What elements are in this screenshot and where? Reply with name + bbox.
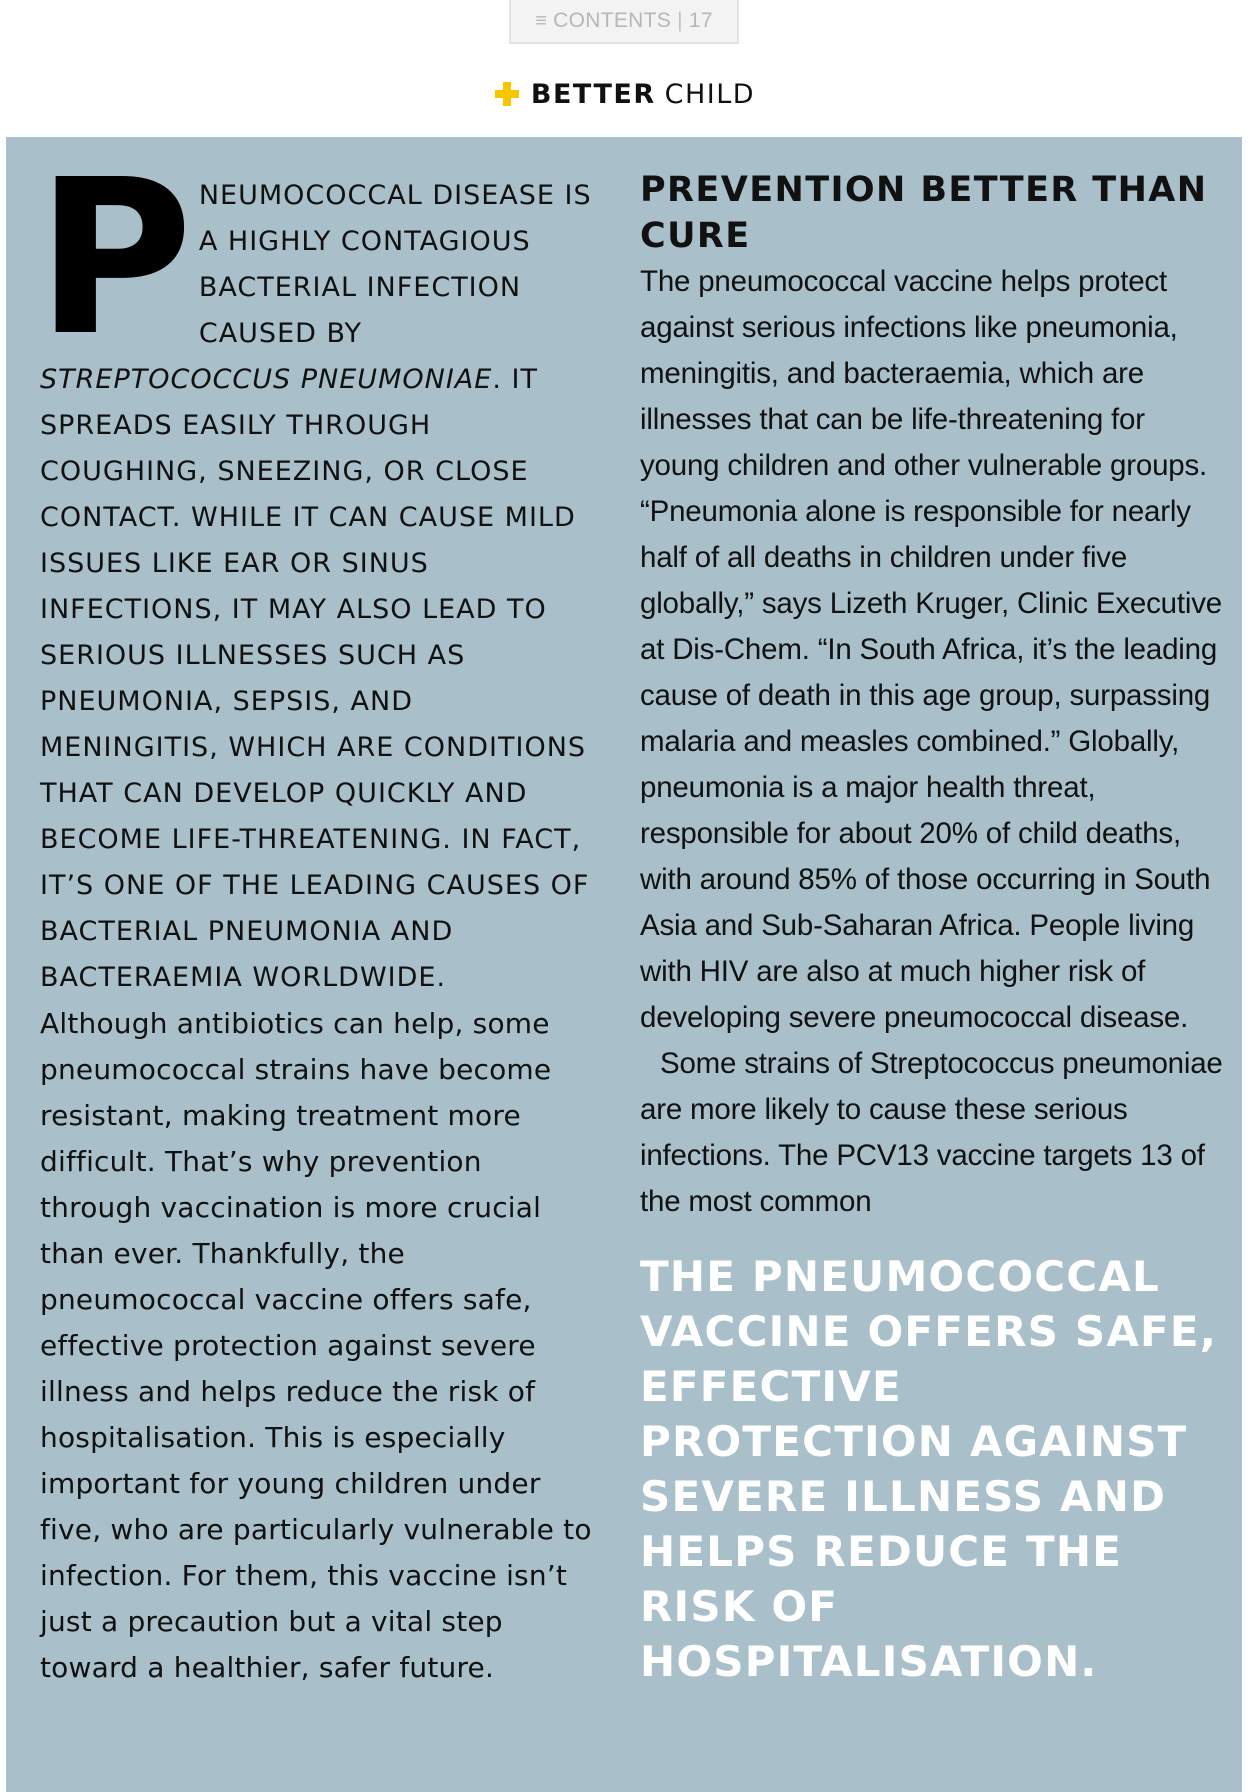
drop-cap: P (36, 134, 189, 383)
section-brand (0, 74, 1250, 114)
intro-text-1: NEUMOCOCCAL DISEASE IS A HIGHLY CONTAGIOUS BACTERIAL INFECTION CAUSED BY (198, 180, 592, 349)
brand-light: CHILD (664, 78, 756, 110)
menu-icon: ≡ (535, 9, 548, 32)
brand-bold: BETTER (530, 78, 656, 110)
contents-button[interactable] (509, 0, 739, 44)
right-column (640, 167, 1225, 1689)
separator: | (677, 9, 683, 32)
article-panel (6, 134, 1242, 1792)
pull-quote: THE PNEUMOCOCCAL VACCINE OFFERS SAFE, EFFECTIVE PROTECTION AGAINST SEVERE ILLNESS AND HELPS REDUCE THE RISK OF HOSPITALISATION. (640, 1252, 1217, 1686)
intro-paragraph (36, 134, 600, 1001)
contents-label: CONTENTS (553, 9, 672, 32)
plus-icon (495, 82, 519, 106)
intro-text-2: . IT SPREADS EASILY THROUGH COUGHING, SNEEZING, OR CLOSE CONTACT. WHILE IT CAN CAUSE MILD ISSUES LIKE EAR OR SINUS INFECTIONS, IT MAY ALSO LEAD TO SERIOUS ILLNESSES SUCH AS PNEUMONIA, SEPSIS, AND MENINGITIS, WHICH ARE CONDITIONS THAT CAN DEVELOP QUICKLY AND BECOME LIFE-THREATENING. IN FACT, IT’S ONE OF THE LEADING CAUSES OF BACTERIAL PNEUMONIA AND BACTERAEMIA WORLDWIDE. (40, 364, 590, 993)
left-body-paragraph: Although antibiotics can help, some pneumococcal strains have become resistant, making treatment more difficult. That’s why prevention through vaccination is more crucial than ever. Thankfully, the pneumococcal vaccine offers safe, effective protection against severe illness and helps reduce the risk of hospitalisation. This is especially important for young children under five, who are particularly vulnerable to infection. For them, this vaccine isn’t just a precaution but a vital step toward a healthier, safer future. (40, 1007, 592, 1684)
section-heading: PREVENTION BETTER THAN CURE (640, 170, 1208, 256)
right-body-paragraph-1: The pneumococcal vaccine helps protect against serious infections like pneumonia, meningitis, and bacteraemia, which are illnesses that can be life-threatening for young children and other vulnerable groups. “Pneumonia alone is responsible for nearly half of all deaths in children under five globally,” says Lizeth Kruger, Clinic Executive at Dis-Chem. “In South Africa, it’s the leading cause of death in this age group, surpassing malaria and measles combined.” Globally, pneumonia is a major health threat, responsible for about 20% of child deaths, with around 85% of those occurring in South Asia and Sub-Saharan Africa. People living with HIV are also at much higher risk of developing severe pneumococcal disease. (640, 265, 1222, 1034)
left-column (36, 134, 600, 1691)
page-number: 17 (688, 9, 713, 32)
right-body-paragraph-2: Some strains of Streptococcus pneumoniae are more likely to cause these serious infections. The PCV13 vaccine targets 13 of the most common (640, 1047, 1223, 1218)
intro-italic: STREPTOCOCCUS PNEUMONIAE (40, 364, 493, 395)
